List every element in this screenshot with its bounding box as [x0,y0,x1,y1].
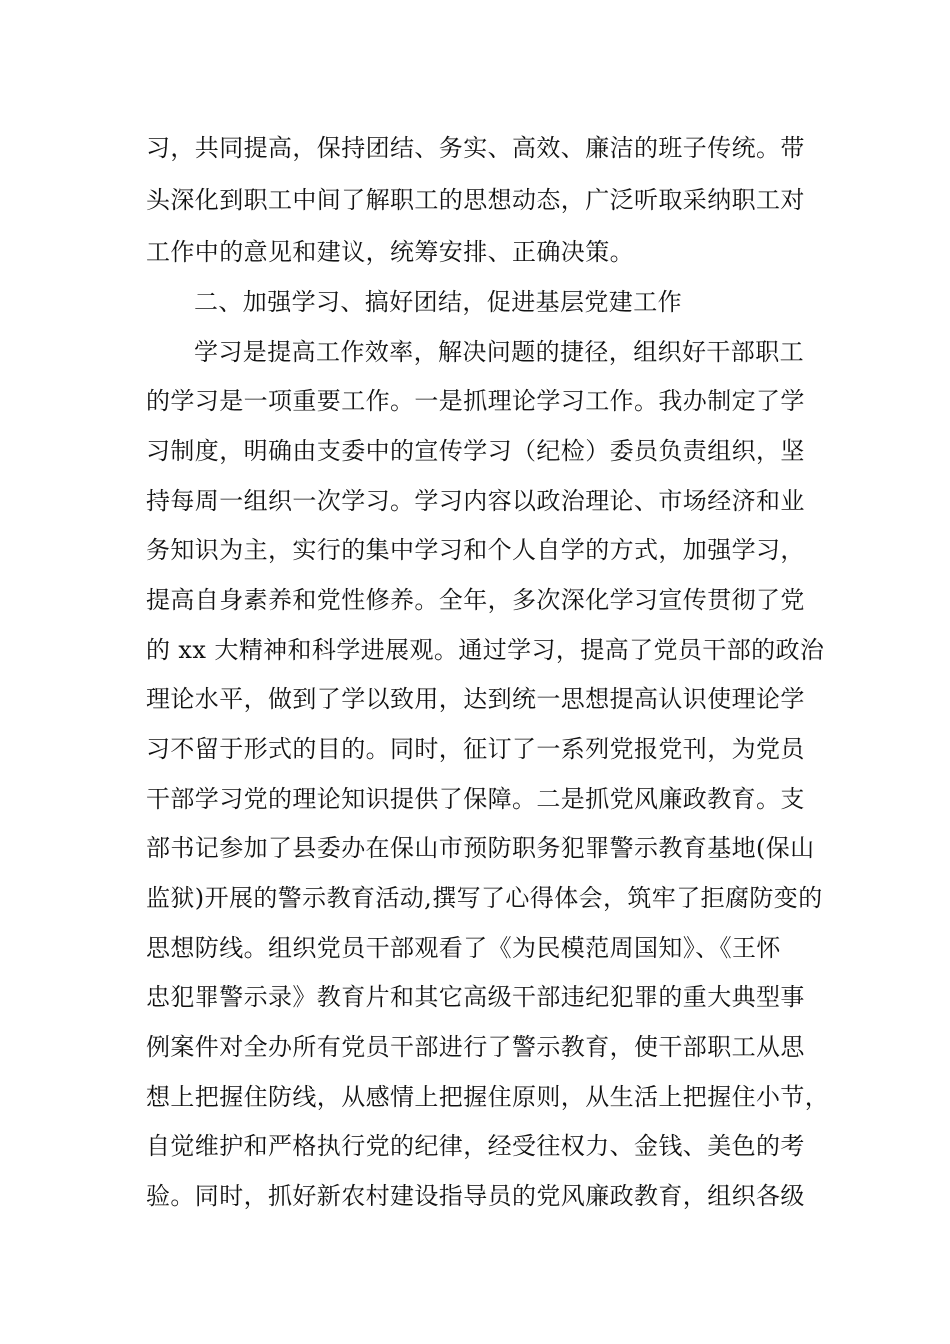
text-line: 习不留于形式的目的。同时，征订了一系列党报党刊，为党员 [146,735,805,763]
text-line: 务知识为主，实行的集中学习和个人自学的方式，加强学习， [146,536,805,564]
text-line: 持每周一组织一次学习。学习内容以政治理论、市场经济和业 [146,487,805,515]
text-line: 习制度，明确由支委中的宣传学习（纪检）委员负责组织，坚 [146,437,805,465]
text-line: 例案件对全办所有党员干部进行了警示教育，使干部职工从思 [146,1033,805,1061]
text-line: 监狱)开展的警示教育活动,撰写了心得体会，筑牢了拒腐防变的 [146,884,823,912]
section-heading: 二、加强学习、搞好团结，促进基层党建工作 [194,288,682,316]
text-line: 工作中的意见和建议，统筹安排、正确决策。 [146,238,634,266]
text-line: 提高自身素养和党性修养。全年，多次深化学习宣传贯彻了党 [146,586,805,614]
text-line: 的学习是一项重要工作。一是抓理论学习工作。我办制定了学 [146,387,805,415]
text-line: 学习是提高工作效率，解决问题的捷径，组织好干部职工 [194,338,804,366]
text-line: 头深化到职工中间了解职工的思想动态，广泛听取采纳职工对 [146,186,805,214]
text-line: 验。同时，抓好新农村建设指导员的党风廉政教育，组织各级 [146,1182,805,1210]
text-line: 想上把握住防线，从感情上把握住原则，从生活上把握住小节， [146,1083,830,1111]
text-line: 习，共同提高，保持团结、务实、高效、廉洁的班子传统。带 [146,134,805,162]
text-line: 干部学习党的理论知识提供了保障。二是抓党风廉政教育。支 [146,785,805,813]
text-line: 思想防线。组织党员干部观看了《为民模范周国知》、《王怀 [146,934,781,962]
text-line: 的 xx 大精神和科学进展观。通过学习，提高了党员干部的政治 [146,636,825,664]
text-line: 部书记参加了县委办在保山市预防职务犯罪警示教育基地(保山 [146,834,815,862]
text-line: 理论水平，做到了学以致用，达到统一思想提高认识使理论学 [146,685,805,713]
text-line: 忠犯罪警示录》教育片和其它高级干部违纪犯罪的重大典型事 [146,983,805,1011]
text-line: 自觉维护和严格执行党的纪律，经受往权力、金钱、美色的考 [146,1132,805,1160]
